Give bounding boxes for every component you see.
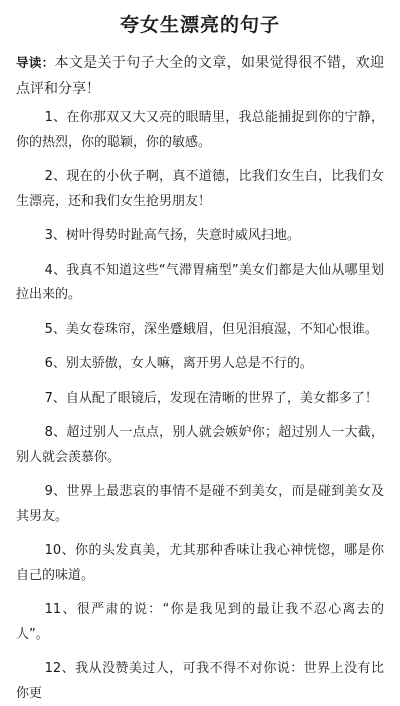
article-intro [16, 50, 384, 102]
list-item: 10、你的头发真美，尤其那种香味让我心神恍惚，哪是你自己的味道。 [16, 543, 384, 583]
list-item: 12、我从没赞美过人，可我不得不对你说：世界上没有比你更 [16, 661, 384, 701]
list-item: 7、自从配了眼镜后，发现在清晰的世界了，美女都多了！ [44, 390, 378, 406]
list-item: 1、在你那双又大又亮的眼睛里，我总能捕捉到你的宁静，你的热烈，你的聪颖，你的敏感。 [16, 110, 384, 150]
list-item: 8、超过别人一点点，别人就会嫉妒你；超过别人一大截，别人就会羡慕你。 [16, 425, 384, 465]
intro-text: 本文是关于句子大全的文章，如果觉得很不错，欢迎点评和分享！ [16, 55, 384, 97]
list-item: 5、美女卷珠帘，深坐蹙蛾眉，但见泪痕湿，不知心恨谁。 [44, 321, 378, 337]
list-item: 11、很严肃的说：“你是我见到的最让我不忍心离去的人”。 [16, 602, 384, 642]
list-item: 9、世界上最悲哀的事情不是碰不到美女，而是碰到美女及其男友。 [16, 484, 384, 524]
list-item: 3、树叶得势时趾高气扬，失意时威风扫地。 [44, 228, 300, 243]
list-item: 2、现在的小伙子啊，真不道德，比我们女生白，比我们女生漂亮，还和我们女生抢男朋友！ [16, 169, 384, 209]
intro-lead: 导读： [16, 55, 55, 70]
article-title: 夸女生漂亮的句子 [119, 14, 280, 36]
list-item: 6、别太骄傲，女人嘛，离开男人总是不行的。 [44, 356, 313, 371]
list-item: 4、我真不知道这些“气滞胃痛型”美女们都是大仙从哪里划拉出来的。 [16, 262, 384, 302]
